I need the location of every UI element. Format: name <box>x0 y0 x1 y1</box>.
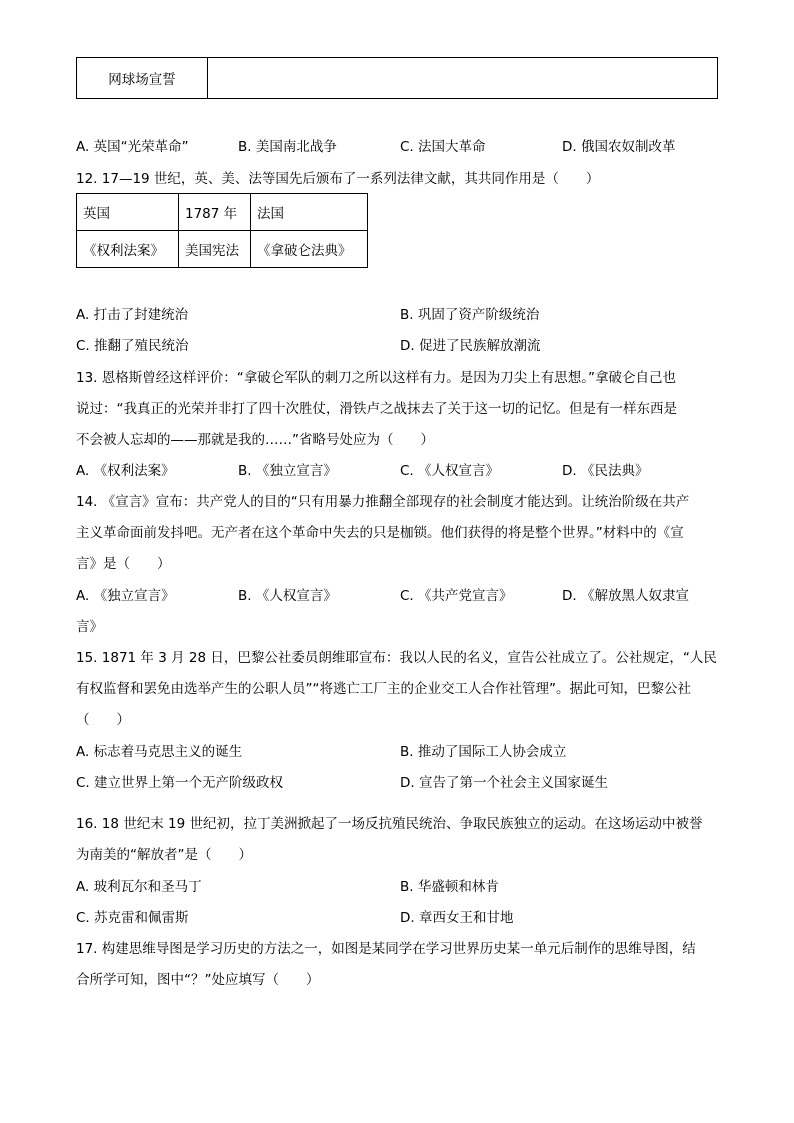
q11-option-c[interactable]: C. 法国大革命 <box>400 139 486 155</box>
q16-option-c[interactable]: C. 苏克雷和佩雷斯 <box>76 910 189 926</box>
q14-line-1: 14. 《宣言》宣布：共产党人的目的“只有用暴力推翻全部现存的社会制度才能达到。让统治阶级在共产 <box>76 494 690 510</box>
q15-line-1: 15. 1871 年 3 月 28 日，巴黎公社委员朗维耶宣布：我以人民的名义，宣告公社成立了。公社规定，“人民 <box>76 650 717 666</box>
q12-table-cell-1-2: 《拿破仑法典》 <box>251 231 368 268</box>
q12-stem: 12. 17—19 世纪，英、美、法等国先后颁布了一系列法律文献，其共同作用是（ ） <box>76 171 600 187</box>
q13-option-d[interactable]: D. 《民法典》 <box>562 463 649 479</box>
q13-option-a[interactable]: A. 《权利法案》 <box>76 463 175 479</box>
q13-line-1: 13. 恩格斯曾经这样评价：“拿破仑军队的刺刀之所以这样有力。是因为刀尖上有思想。”拿破仑自己也 <box>76 370 676 386</box>
q16-option-b[interactable]: B. 华盛顿和林肯 <box>400 879 499 895</box>
q14-option-a[interactable]: A. 《独立宣言》 <box>76 588 175 604</box>
q13-line-3: 不会被人忘却的——那就是我的……”省略号处应为（ ） <box>76 432 434 448</box>
q12-table-cell-1-0: 《权利法案》 <box>77 231 179 268</box>
q13-line-2: 说过：“我真正的光荣并非打了四十次胜仗，滑铁卢之战抹去了关于这一切的记忆。但是有一样东西是 <box>76 401 677 417</box>
q12-table-cell-1-1: 美国宪法 <box>179 231 251 268</box>
q15-line-2: 有权监督和罢免由选举产生的公职人员”“将逃亡工厂主的企业交工人合作社管理”。据此可知，巴黎公社 <box>76 681 691 697</box>
q14-option-c[interactable]: C. 《共产党宣言》 <box>400 588 513 604</box>
top-table <box>76 57 718 99</box>
q12-table-cell-0-1: 1787 年 <box>179 194 251 231</box>
q12-option-d[interactable]: D. 促进了民族解放潮流 <box>400 338 541 354</box>
q13-option-b[interactable]: B. 《独立宣言》 <box>238 463 337 479</box>
q14-line-2: 主义革命面前发抖吧。无产者在这个革命中失去的只是枷锁。他们获得的将是整个世界。”材料中的《宣 <box>76 525 684 541</box>
q15-option-d[interactable]: D. 宣告了第一个社会主义国家诞生 <box>400 775 608 791</box>
q12-table-cell-0-2: 法国 <box>251 194 368 231</box>
q16-line-2: 为南美的“解放者”是（ ） <box>76 847 252 863</box>
q15-option-c[interactable]: C. 建立世界上第一个无产阶级政权 <box>76 775 284 791</box>
q11-option-d[interactable]: D. 俄国农奴制改革 <box>562 139 676 155</box>
q16-option-d[interactable]: D. 章西女王和甘地 <box>400 910 514 926</box>
q11-option-b[interactable]: B. 美国南北战争 <box>238 139 337 155</box>
q14-option-d[interactable]: D. 《解放黑人奴隶宣 <box>562 588 689 604</box>
q12-table-cell-0-0: 英国 <box>77 194 179 231</box>
q14-line-3: 言》是（ ） <box>76 556 171 572</box>
q12-option-b[interactable]: B. 巩固了资产阶级统治 <box>400 307 540 323</box>
q17-line-2: 合所学可知，图中“？”处应填写（ ） <box>76 972 320 988</box>
q13-option-c[interactable]: C. 《人权宣言》 <box>400 463 500 479</box>
q11-option-a[interactable]: A. 英国“光荣革命” <box>76 139 189 155</box>
top-table-left-cell: 网球场宣誓 <box>77 58 208 99</box>
q15-line-3: （ ） <box>76 712 130 728</box>
q16-option-a[interactable]: A. 玻利瓦尔和圣马丁 <box>76 879 202 895</box>
q16-line-1: 16. 18 世纪末 19 世纪初，拉丁美洲掀起了一场反抗殖民统治、争取民族独立的运动。在这场运动中被誉 <box>76 816 703 832</box>
q12-option-c[interactable]: C. 推翻了殖民统治 <box>76 338 189 354</box>
q12-option-a[interactable]: A. 打击了封建统治 <box>76 307 189 323</box>
q12-table <box>76 193 368 268</box>
q15-option-a[interactable]: A. 标志着马克思主义的诞生 <box>76 744 243 760</box>
q17-line-1: 17. 构建思维导图是学习历史的方法之一，如图是某同学在学习世界历史某一单元后制作的思维导图，结 <box>76 941 696 957</box>
q14-option-d-continued: 言》 <box>76 619 103 635</box>
q15-option-b[interactable]: B. 推动了国际工人协会成立 <box>400 744 567 760</box>
top-table-right-cell <box>208 58 718 99</box>
q14-option-b[interactable]: B. 《人权宣言》 <box>238 588 337 604</box>
